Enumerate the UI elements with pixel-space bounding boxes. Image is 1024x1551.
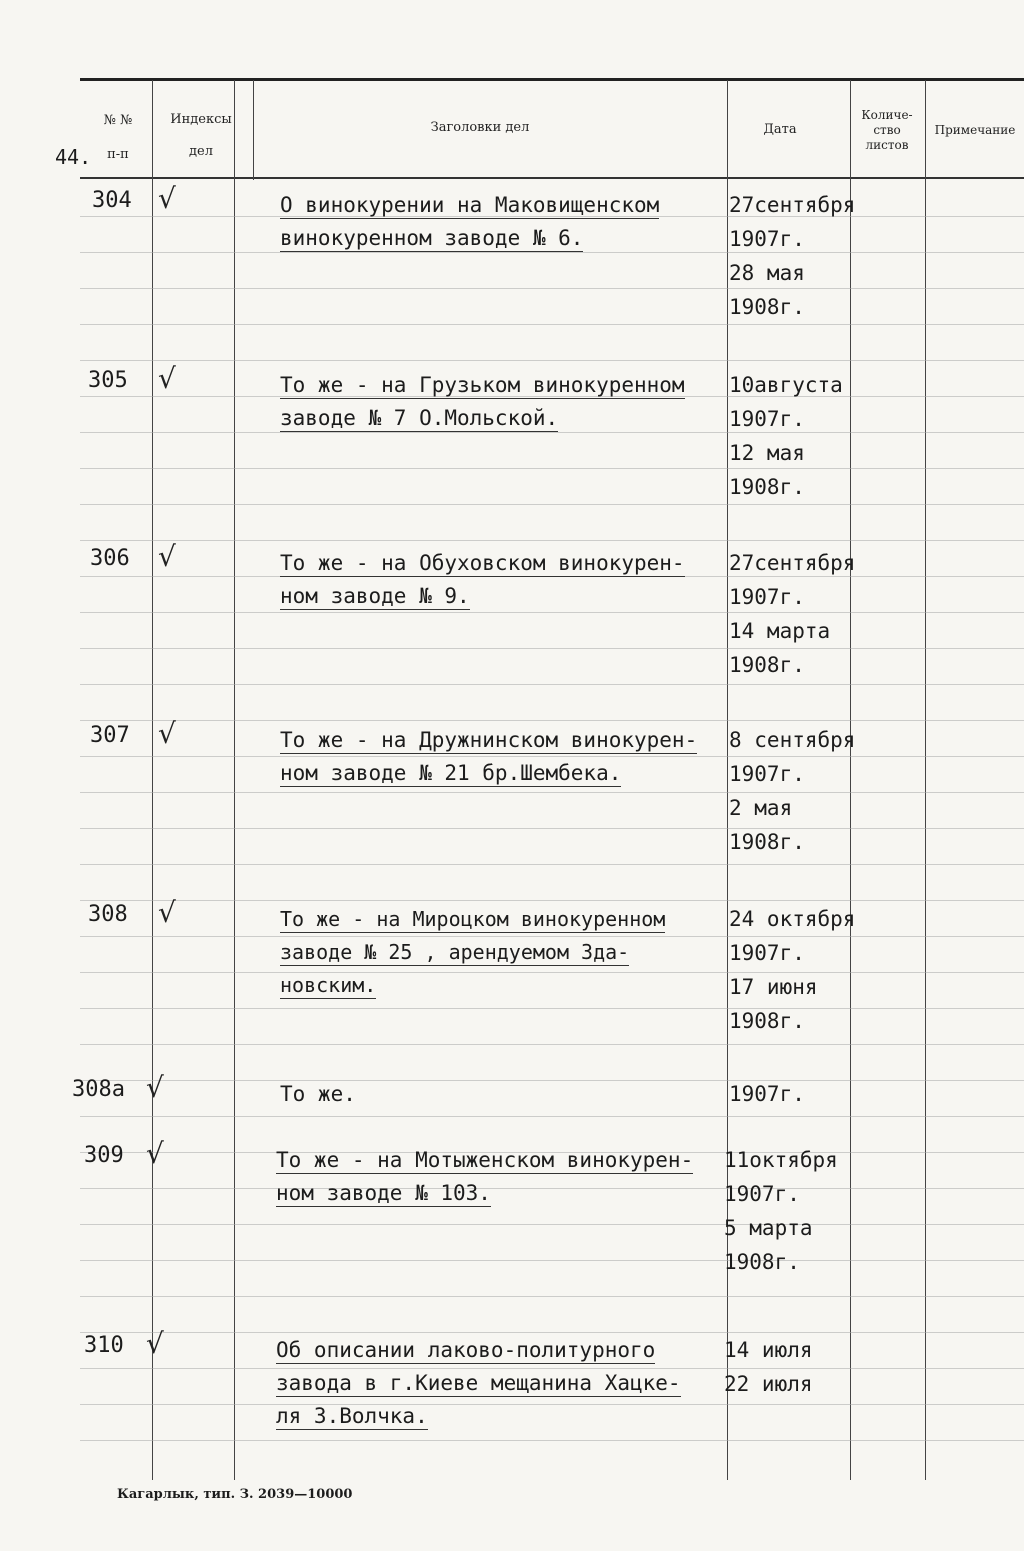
date-line: 11октября [724, 1148, 838, 1172]
ruled-line [80, 288, 1024, 289]
entry-number: 309 [84, 1143, 124, 1168]
ruled-line [80, 792, 1024, 793]
col-divider [925, 80, 926, 1480]
case-title-line: завода в г.Киеве мещанина Хацке- [276, 1371, 681, 1395]
check-mark: √ [158, 896, 176, 929]
date-line: 1908г. [729, 830, 805, 854]
header-title: Заголовки дел [430, 120, 530, 135]
check-mark: √ [146, 1327, 164, 1360]
col-divider [234, 80, 235, 1480]
ruled-line [80, 900, 1024, 901]
ruled-line [80, 1440, 1024, 1441]
col-divider [152, 80, 153, 1480]
entry-number: 304 [92, 188, 132, 213]
case-title-line: заводе № 7 О.Мольской. [280, 406, 559, 430]
ruled-line [80, 1332, 1024, 1333]
ruled-line [80, 324, 1024, 325]
check-mark: √ [158, 717, 176, 750]
date-line: 22 июля [724, 1372, 813, 1396]
date-line: 1907г. [729, 762, 805, 786]
check-mark: √ [158, 540, 176, 573]
case-title-line: ля З.Волчка. [276, 1404, 428, 1428]
date-line: 28 мая [729, 261, 805, 285]
case-title-line: ном заводе № 21 бр.Шембека. [280, 761, 622, 785]
date-line: 10августа [729, 373, 843, 397]
date-line: 1907г. [729, 585, 805, 609]
col-divider [253, 80, 254, 180]
header-date: Дата [763, 122, 797, 137]
date-line: 14 июля [724, 1338, 813, 1362]
ruled-line [80, 468, 1024, 469]
ruled-line [80, 1008, 1024, 1009]
check-mark: √ [158, 362, 176, 395]
ruled-line [80, 1368, 1024, 1369]
ruled-line [80, 1080, 1024, 1081]
date-line: 1908г. [729, 653, 805, 677]
case-title-line: заводе № 25 , арендуемом Зда- [280, 940, 630, 964]
case-title-line: новским. [280, 973, 377, 997]
ruled-line [80, 648, 1024, 649]
case-title-line: То же - на Дружнинском винокурен- [280, 728, 698, 752]
date-line: 1907г. [729, 407, 805, 431]
check-mark: √ [146, 1071, 164, 1104]
entry-number: 308а [72, 1077, 125, 1102]
entry-number: 308 [88, 902, 128, 927]
date-line: 27сентября [729, 551, 856, 575]
col-divider [850, 80, 851, 1480]
ruled-line [80, 828, 1024, 829]
ruled-line [80, 756, 1024, 757]
ruled-line [80, 432, 1024, 433]
date-line: 1908г. [724, 1250, 800, 1274]
ruled-line [80, 540, 1024, 541]
ruled-line [80, 936, 1024, 937]
entry-number: 306 [90, 546, 130, 571]
case-title-line: То же. [280, 1082, 356, 1106]
ruled-line [80, 864, 1024, 865]
date-line: 1907г. [724, 1182, 800, 1206]
ruled-line [80, 1296, 1024, 1297]
date-line: 1907г. [729, 1082, 805, 1106]
header-num: № № п-п [103, 113, 133, 162]
ruled-line [80, 252, 1024, 253]
ruled-line [80, 1188, 1024, 1189]
ruled-line [80, 1404, 1024, 1405]
case-title-line: ном заводе № 9. [280, 584, 470, 608]
case-title-line: О винокурении на Маковищенском [280, 193, 660, 217]
case-title-line: То же - на Грузьком винокуренном [280, 373, 685, 397]
ruled-line [80, 504, 1024, 505]
ruled-line [80, 720, 1024, 721]
date-line: 14 марта [729, 619, 831, 643]
case-title-line: То же - на Обуховском винокурен- [280, 551, 685, 575]
case-title-line: винокуренном заводе № 6. [280, 226, 584, 250]
date-line: 17 июня [729, 975, 818, 999]
date-line: 8 сентября [729, 728, 856, 752]
date-line: 24 октября [729, 907, 856, 931]
printer-imprint: Кагарлык, тип. З. 2039—10000 [117, 1487, 353, 1502]
header-note: Примечание [934, 123, 1016, 137]
entry-number: 310 [84, 1333, 124, 1358]
ruled-line [80, 1116, 1024, 1117]
ruled-line [80, 1044, 1024, 1045]
ruled-line [80, 1224, 1024, 1225]
date-line: 5 марта [724, 1216, 813, 1240]
case-title-line: То же - на Мироцком винокуренном [280, 907, 666, 931]
case-title-line: То же - на Мотыженском винокурен- [276, 1148, 694, 1172]
header-count: Количе- ство листов [861, 108, 913, 152]
case-title-line: Об описании лаково-политурного [276, 1338, 656, 1362]
date-line: 1907г. [729, 941, 805, 965]
ruled-line [80, 612, 1024, 613]
ruled-line [80, 1260, 1024, 1261]
date-line: 2 мая [729, 796, 793, 820]
ruled-line [80, 684, 1024, 685]
case-title-line: ном заводе № 103. [276, 1181, 491, 1205]
date-line: 1908г. [729, 295, 805, 319]
header-rule [80, 177, 1024, 179]
entry-number: 307 [90, 723, 130, 748]
date-line: 1908г. [729, 475, 805, 499]
entry-number: 305 [88, 368, 128, 393]
check-mark: √ [158, 182, 176, 215]
ruled-line [80, 360, 1024, 361]
date-line: 1907г. [729, 227, 805, 251]
ruled-line [80, 972, 1024, 973]
check-mark: √ [146, 1137, 164, 1170]
page-number: 44. [55, 145, 92, 169]
date-line: 27сентября [729, 193, 856, 217]
date-line: 12 мая [729, 441, 805, 465]
top-rule [80, 78, 1024, 81]
header-index: Индексы дел [170, 112, 232, 159]
date-line: 1908г. [729, 1009, 805, 1033]
